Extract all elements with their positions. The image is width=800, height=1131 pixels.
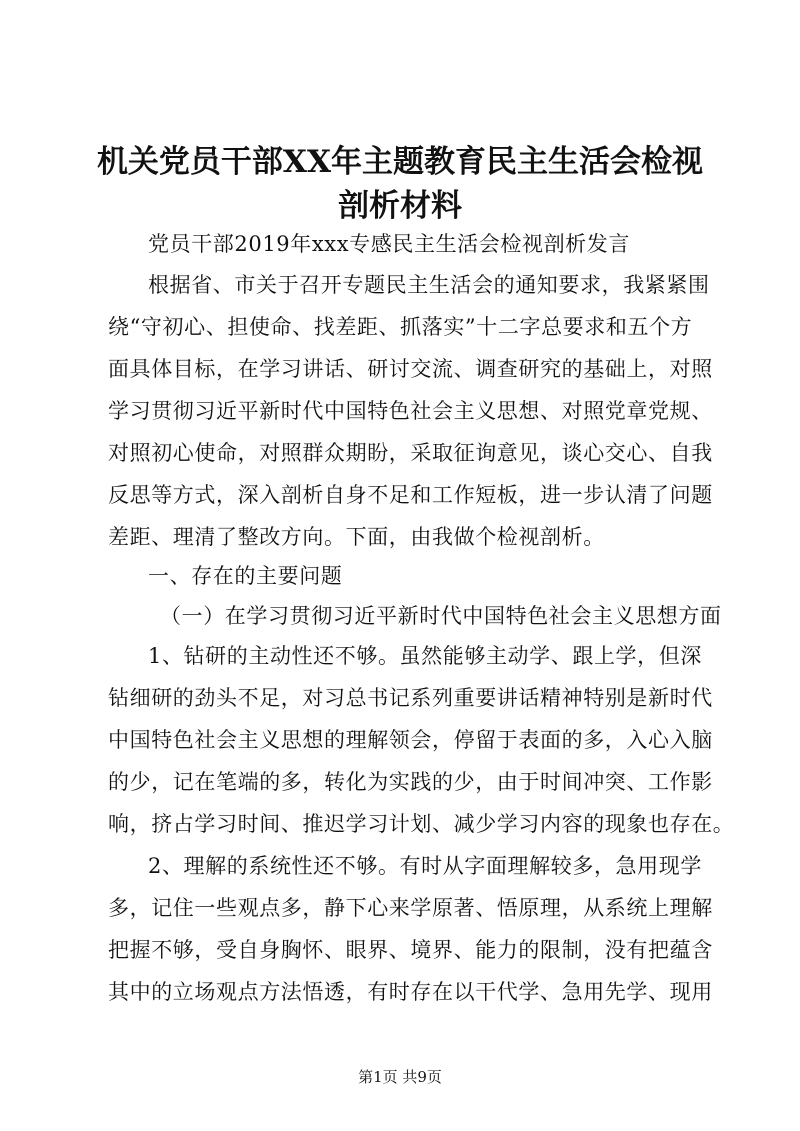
paragraph-1-line: 绕“守初心、担使命、找差距、抓落实”十二字总要求和五个方: [108, 315, 693, 339]
paragraph-1-line: 学习贯彻习近平新时代中国特色社会主义思想、对照党章党规、: [108, 399, 713, 423]
paragraph-2-line: 中国特色社会主义思想的理解领会，停留于表面的多，入心入脑: [108, 728, 713, 752]
page-number-footer: 第1页 共9页: [358, 1068, 442, 1086]
section-heading: 一、存在的主要问题: [148, 564, 343, 588]
paragraph-1-line: 面具体目标，在学习讲话、研讨交流、调查研究的基础上，对照: [108, 357, 713, 381]
document-subtitle: 党员干部2019年xxx专感民主生活会检视剖析发言: [148, 232, 630, 256]
paragraph-1-line: 差距、理清了整改方向。下面，由我做个检视剖析。: [108, 525, 605, 549]
paragraph-2-line: 的少，记在笔端的多，转化为实践的少，由于时间冲突、工作影: [108, 770, 713, 794]
document-title-line-2: 剖析材料: [338, 188, 462, 224]
paragraph-1-line: 对照初心使命，对照群众期盼，采取征询意见，谈心交心、自我: [108, 441, 713, 465]
paragraph-2-line: 钻细研的劲头不足，对习总书记系列重要讲话精神特别是新时代: [108, 686, 713, 710]
paragraph-2-line: 1、钻研的主动性还不够。虽然能够主动学、跟上学，但深: [148, 644, 702, 668]
document-title-line-1: 机关党员干部XX年主题教育民主生活会检视: [96, 144, 704, 180]
paragraph-2-line: 响，挤占学习时间、推迟学习计划、减少学习内容的现象也存在。: [108, 812, 735, 836]
paragraph-1-line: 反思等方式，深入剖析自身不足和工作短板，进一步认清了问题: [108, 483, 713, 507]
subsection-heading: （一）在学习贯彻习近平新时代中国特色社会主义思想方面: [160, 604, 722, 628]
paragraph-3-line: 把握不够，受自身胸怀、眼界、境界、能力的限制，没有把蕴含: [108, 938, 713, 962]
paragraph-3-line: 其中的立场观点方法悟透，有时存在以干代学、急用先学、现用: [108, 980, 713, 1004]
paragraph-1-line: 根据省、市关于召开专题民主生活会的通知要求，我紧紧围: [148, 273, 710, 297]
paragraph-3-line: 2、理解的系统性还不够。有时从字面理解较多，急用现学: [148, 854, 702, 878]
paragraph-3-line: 多，记住一些观点多，静下心来学原著、悟原理，从系统上理解: [108, 896, 713, 920]
